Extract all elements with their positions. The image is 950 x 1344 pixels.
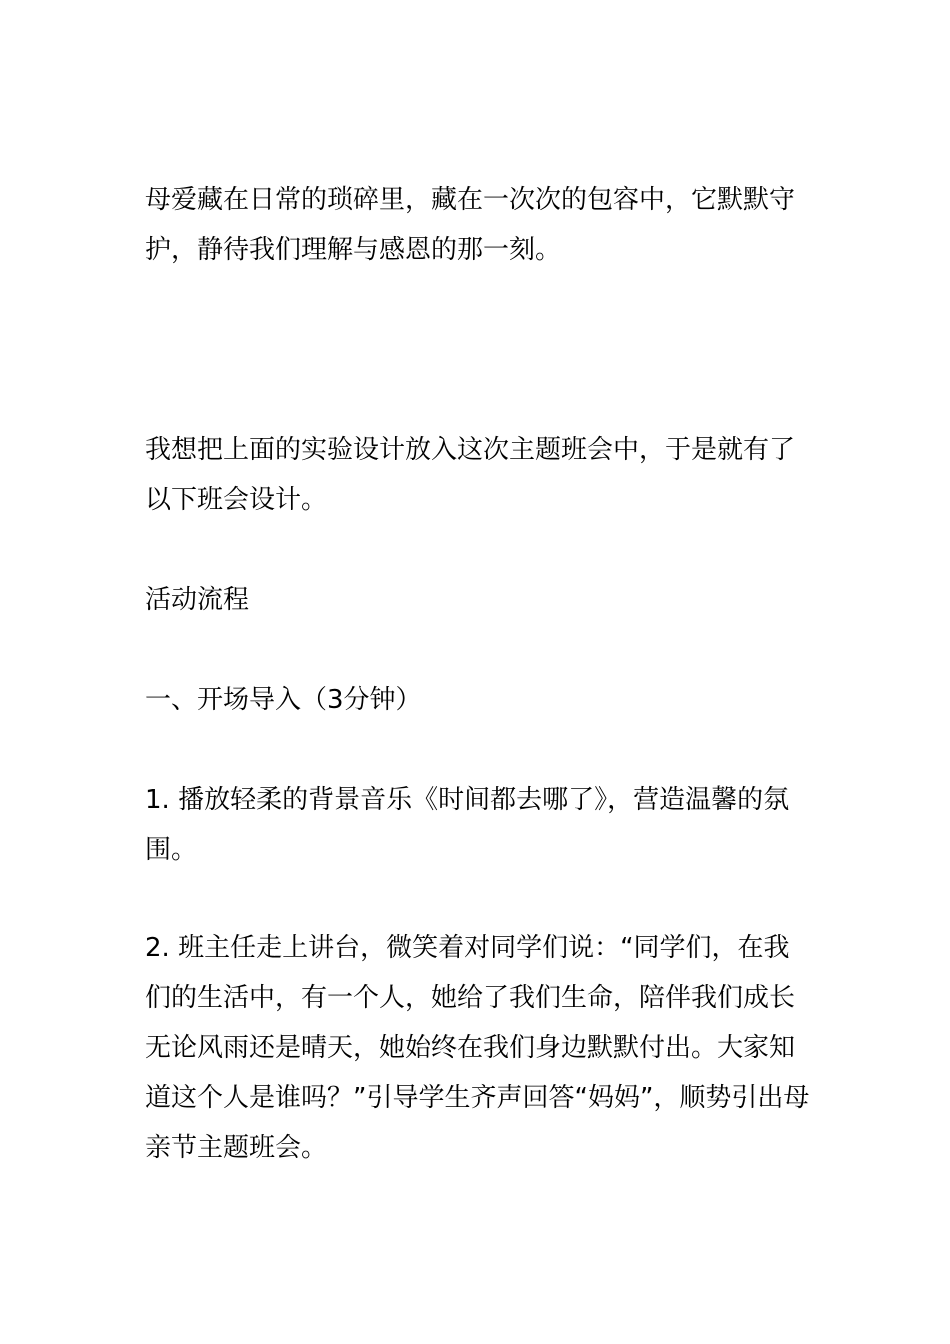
paragraph-design-intro: 我想把上面的实验设计放入这次主题班会中，于是就有了以下班会设计。 [145,435,796,515]
list-item-2: 2. 班主任走上讲台，微笑着对同学们说：“同学们，在我们的生活中，有一个人，她给了我们生命，陪伴我们成长无论风雨还是晴天，她始终在我们身边默默付出。大家知道这个人是谁吗？”引导学生齐声回答“妈妈”，顺势引出母亲节主题班会。 [145,933,810,1163]
list-item-1: 1. 播放轻柔的背景音乐《时间都去哪了》，营造温馨的氛围。 [145,785,790,865]
subheading-opening: 一、开场导入（3分钟） [145,685,422,715]
paragraph-mother-love: 母爱藏在日常的琐碎里，藏在一次次的包容中，它默默守护，静待我们理解与感恩的那一刻。 [145,185,796,265]
section-heading-activity-flow: 活动流程 [145,585,250,615]
